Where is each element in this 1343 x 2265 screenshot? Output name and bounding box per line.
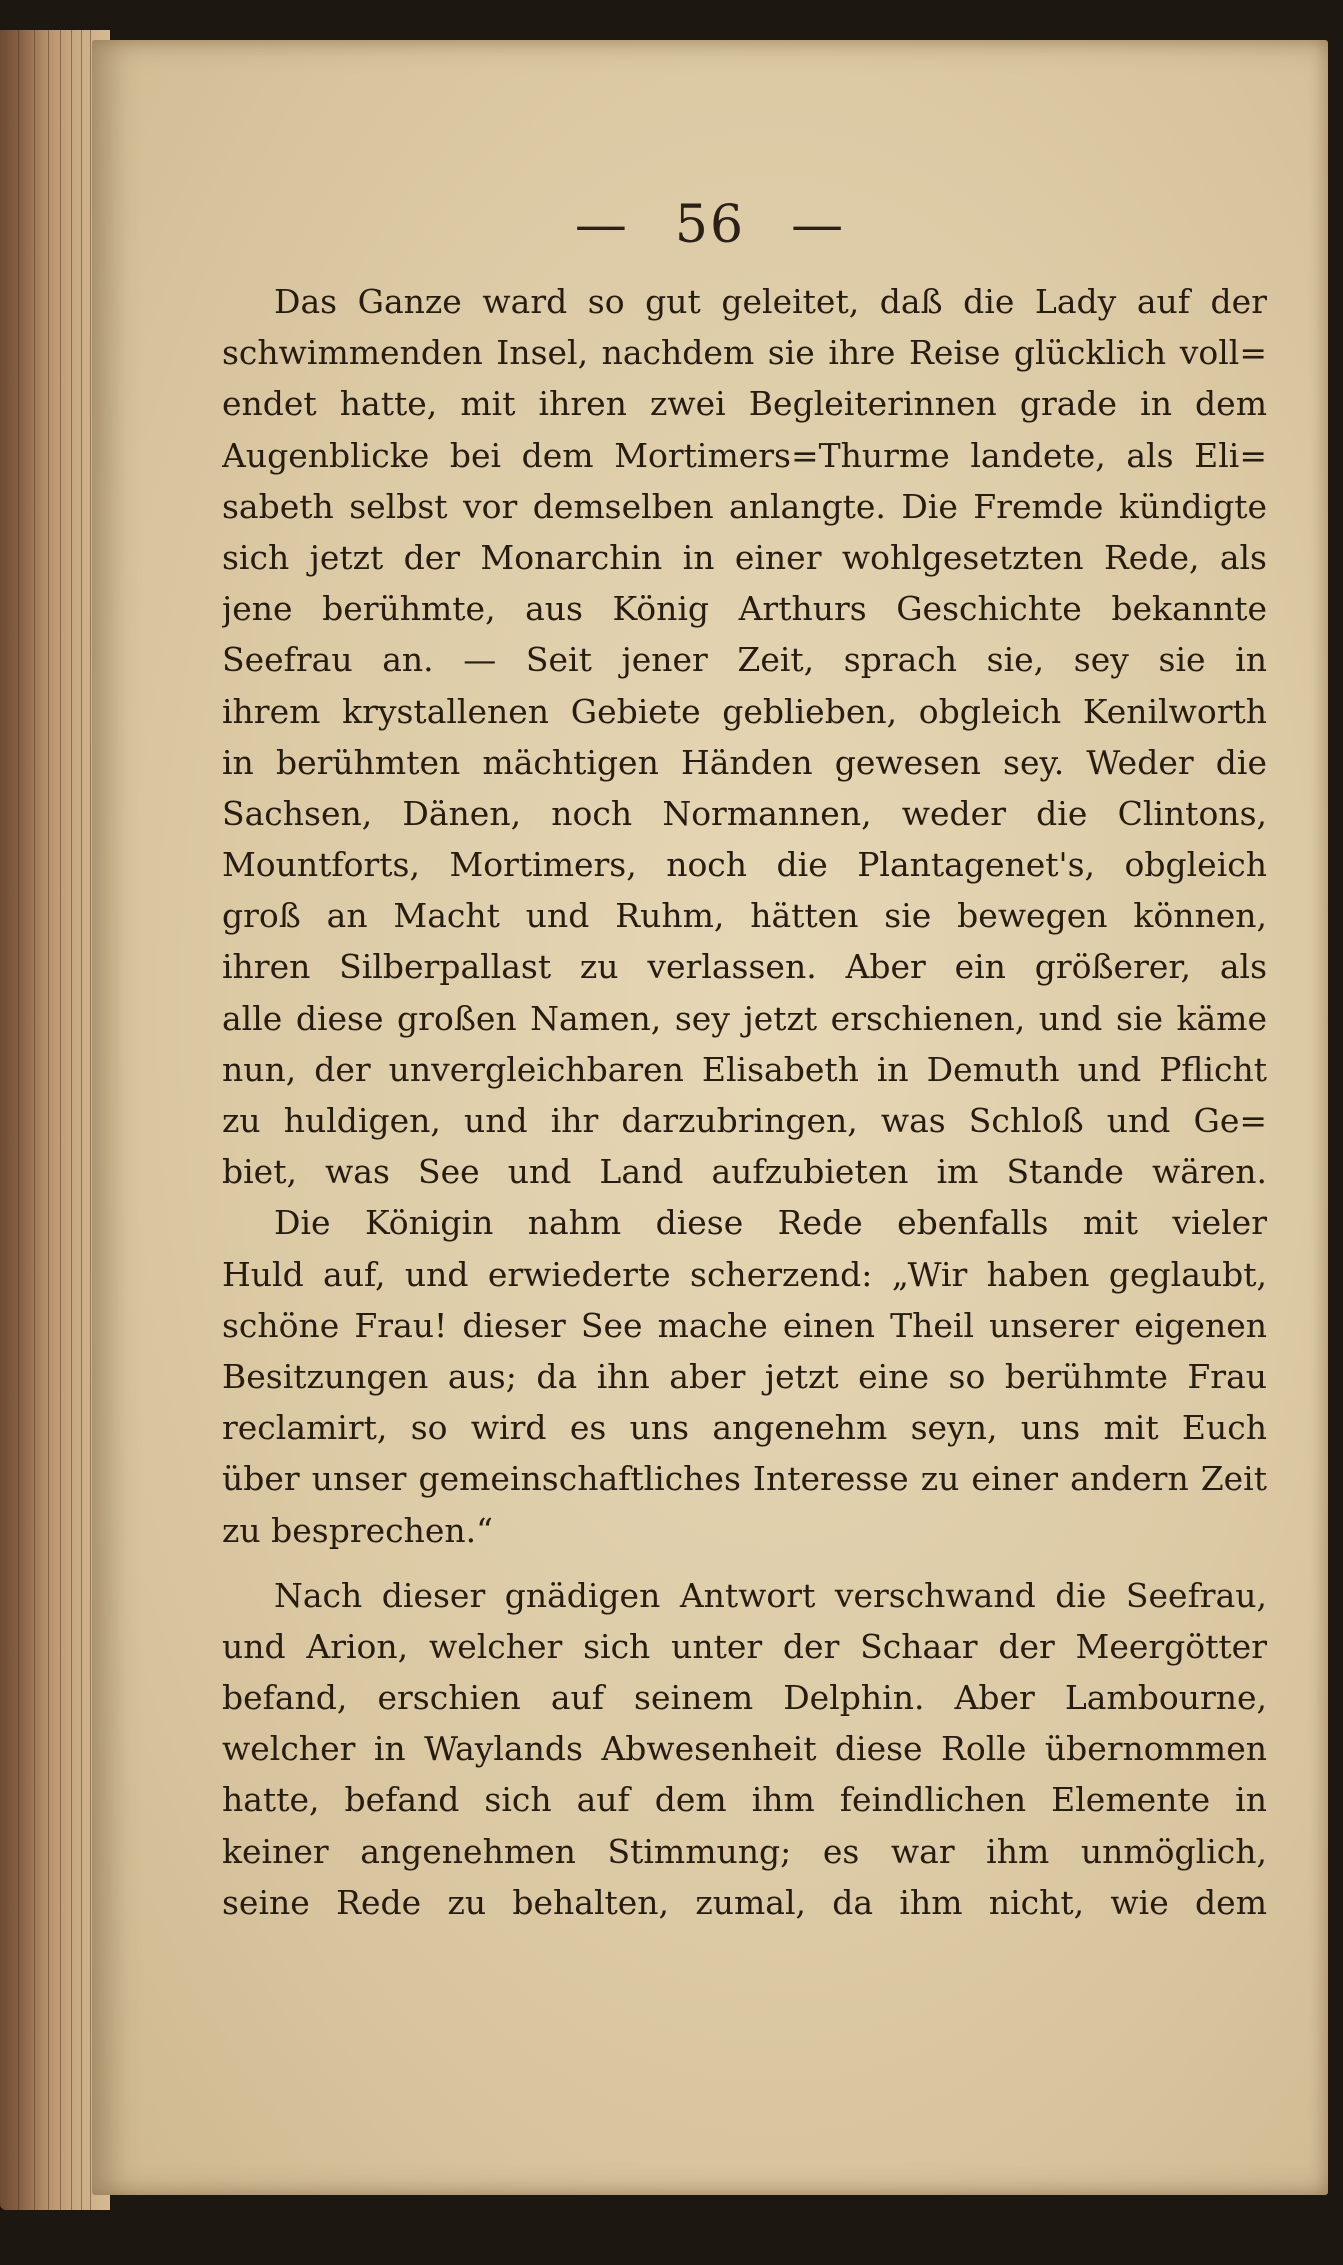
text-line: jene berühmte, aus König Arthurs Geschichte bekannte	[222, 589, 1267, 629]
text-line: Huld auf, und erwiederte scherzend: „Wir haben geglaubt,	[222, 1254, 1267, 1294]
text-line: zu huldigen, und ihr darzubringen, was Schloß und Ge=	[222, 1101, 1267, 1140]
text-line: sabeth selbst vor demselben anlangte. Die Fremde kündigte	[222, 486, 1267, 526]
text-line: Die Königin nahm diese Rede ebenfalls mit vieler	[274, 1203, 1267, 1243]
text-line: reclamirt, so wird es uns angenehm seyn, uns mit Euch	[222, 1408, 1267, 1448]
page-number: 56	[674, 195, 746, 255]
text-line: welcher in Waylands Abwesenheit diese Rolle übernommen	[222, 1729, 1267, 1769]
text-line: nun, der unvergleichbaren Elisabeth in Demuth und Pflicht	[222, 1049, 1267, 1089]
paragraph-3	[222, 1570, 1267, 1928]
header-dash-left: —	[574, 195, 629, 255]
text-line: zu besprechen.“	[222, 1510, 494, 1550]
text-line: ihrem krystallenen Gebiete geblieben, obgleich Kenilworth	[222, 691, 1267, 731]
text-line: Nach dieser gnädigen Antwort verschwand die Seefrau,	[274, 1575, 1267, 1615]
text-line: keiner angenehmen Stimmung; es war ihm unmöglich,	[222, 1831, 1267, 1871]
text-line: Besitzungen aus; da ihn aber jetzt eine so berühmte Frau	[222, 1356, 1267, 1396]
text-line: alle diese großen Namen, sey jetzt erschienen, und sie käme	[222, 998, 1267, 1038]
page-number-header	[92, 195, 1328, 255]
text-line: Mountforts, Mortimers, noch die Plantagenet's, obgleich	[222, 845, 1267, 885]
text-line: befand, erschien auf seinem Delphin. Aber Lambourne,	[222, 1678, 1267, 1718]
text-line: Seefrau an. — Seit jener Zeit, sprach sie, sey sie in	[222, 640, 1267, 680]
text-line: schöne Frau! dieser See mache einen Theil unserer eigenen	[222, 1305, 1267, 1345]
text-line: Das Ganze ward so gut geleitet, daß die Lady auf der	[274, 282, 1267, 321]
header-dash-right: —	[791, 195, 846, 255]
paragraph-1	[222, 276, 1267, 1197]
paragraph-2	[222, 1197, 1267, 1555]
text-line: Sachsen, Dänen, noch Normannen, weder die Clintons,	[222, 793, 1267, 833]
text-line: schwimmenden Insel, nachdem sie ihre Reise glücklich voll=	[222, 333, 1267, 373]
text-line: endet hatte, mit ihren zwei Begleiterinnen grade in dem	[222, 384, 1267, 424]
text-line: hatte, befand sich auf dem ihm feindlichen Elemente in	[222, 1780, 1267, 1820]
text-line: seine Rede zu behalten, zumal, da ihm nicht, wie dem	[222, 1882, 1267, 1922]
text-line: ihren Silberpallast zu verlassen. Aber ein größerer, als	[222, 947, 1267, 987]
text-line: und Arion, welcher sich unter der Schaar der Meergötter	[222, 1626, 1267, 1666]
body-text	[222, 276, 1267, 1928]
text-line: sich jetzt der Monarchin in einer wohlgesetzten Rede, als	[222, 537, 1267, 577]
text-line: groß an Macht und Ruhm, hätten sie bewegen können,	[222, 896, 1267, 936]
text-line: über unser gemeinschaftliches Interesse zu einer andern Zeit	[222, 1459, 1267, 1499]
text-line: in berühmten mächtigen Händen gewesen sey. Weder die	[222, 742, 1267, 782]
text-line: Augenblicke bei dem Mortimers=Thurme landete, als Eli=	[222, 435, 1267, 475]
text-line: biet, was See und Land aufzubieten im Stande wären.	[222, 1152, 1267, 1192]
